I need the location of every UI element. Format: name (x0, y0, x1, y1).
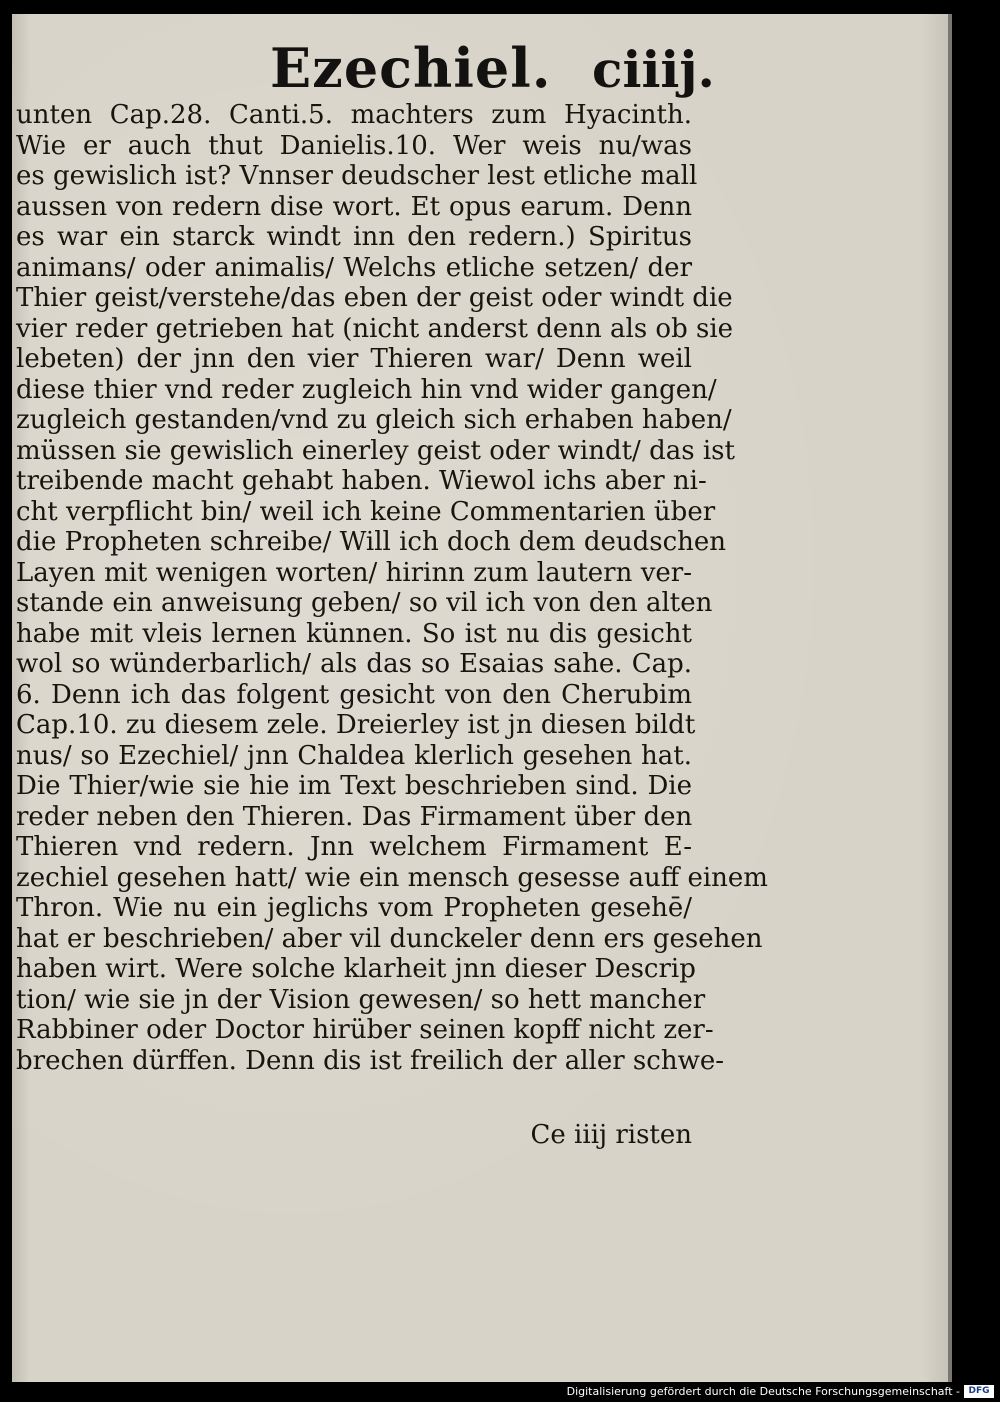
text-line: reder neben den Thieren. Das Firmament über den (16, 801, 693, 832)
body-text (16, 100, 768, 1076)
catchword: Ce iiij risten (530, 1120, 692, 1150)
text-line: lebeten) der jnn den vier Thieren war/ Denn weil (16, 344, 692, 374)
text-line: wol so wünderbarlich/ als das so Esaias sahe. Cap. (16, 649, 692, 679)
text-line: cht verpflicht bin/ weil ich keine Commentarien über (16, 496, 716, 527)
text-line: haben wirt. Were solche klarheit jnn dieser Descrip (16, 954, 696, 984)
text-line: Rabbiner oder Doctor hirüber seinen kopff nicht zer- (16, 1015, 714, 1045)
text-line: diese thier vnd reder zugleich hin vnd wider gangen/ (16, 374, 717, 405)
text-line: tion/ wie sie jn der Vision gewesen/ so hett mancher (16, 984, 706, 1015)
text-line: Thieren vnd redern. Jnn welchem Firmament E- (16, 832, 692, 862)
text-line: treibende macht gehabt haben. Wiewol ichs aber ni- (16, 466, 707, 496)
text-line: animans/ oder animalis/ Welchs etliche setzen/ der (16, 252, 692, 283)
text-line: Layen mit wenigen worten/ hirinn zum lautern ver- (16, 557, 692, 588)
text-line: müssen sie gewislich einerley geist oder windt/ das ist (16, 435, 735, 466)
text-line: die Propheten schreibe/ Will ich doch dem deudschen (16, 527, 727, 557)
text-line: brechen dürffen. Denn dis ist freilich der aller schwe- (16, 1045, 725, 1076)
book-page (12, 14, 948, 1382)
text-line: 6. Denn ich das folgent gesicht von den Cherubim (16, 679, 692, 710)
text-line: hat er beschrieben/ aber vil dunckeler denn ers gesehen (16, 923, 763, 954)
text-line: unten Cap.28. Canti.5. machters zum Hyacinth. (16, 100, 692, 130)
text-line: es war ein starck windt inn den redern.) Spiritus (16, 222, 692, 252)
page-edge (948, 14, 952, 1382)
text-line: Thier geist/verstehe/das eben der geist oder windt die (16, 283, 733, 313)
folio-number: ciiij. (592, 40, 715, 99)
text-line: Wie er auch thut Danielis.10. Wer weis nu/was (16, 130, 692, 161)
text-line: es gewislich ist? Vnnser deudscher lest etliche mall (16, 161, 698, 191)
running-head-title: Ezechiel. (270, 36, 552, 100)
dfg-logo-icon: DFG (964, 1385, 994, 1398)
text-line: Thron. Wie nu ein jeglichs vom Propheten gesehē/ (16, 893, 692, 923)
funding-footer (0, 1382, 1000, 1402)
text-line: aussen von redern dise wort. Et opus earum. Denn (16, 191, 692, 222)
funding-notice: Digitalisierung gefördert durch die Deutsche Forschungsgemeinschaft - (566, 1385, 960, 1398)
text-line: nus/ so Ezechiel/ jnn Chaldea klerlich gesehen hat. (16, 740, 692, 771)
text-line: Cap.10. zu diesem zele. Dreierley ist jn diesen bildt (16, 710, 696, 740)
text-line: vier reder getrieben hat (nicht anderst denn als ob sie (16, 313, 734, 344)
text-line: zugleich gestanden/vnd zu gleich sich erhaben haben/ (16, 405, 732, 435)
text-line: habe mit vleis lernen künnen. So ist nu dis gesicht (16, 618, 692, 649)
text-line: Die Thier/wie sie hie im Text beschrieben sind. Die (16, 771, 692, 801)
text-line: zechiel gesehen hatt/ wie ein mensch gesesse auff einem (16, 862, 768, 893)
running-head (12, 36, 948, 106)
text-line: stande ein anweisung geben/ so vil ich von den alten (16, 588, 713, 618)
